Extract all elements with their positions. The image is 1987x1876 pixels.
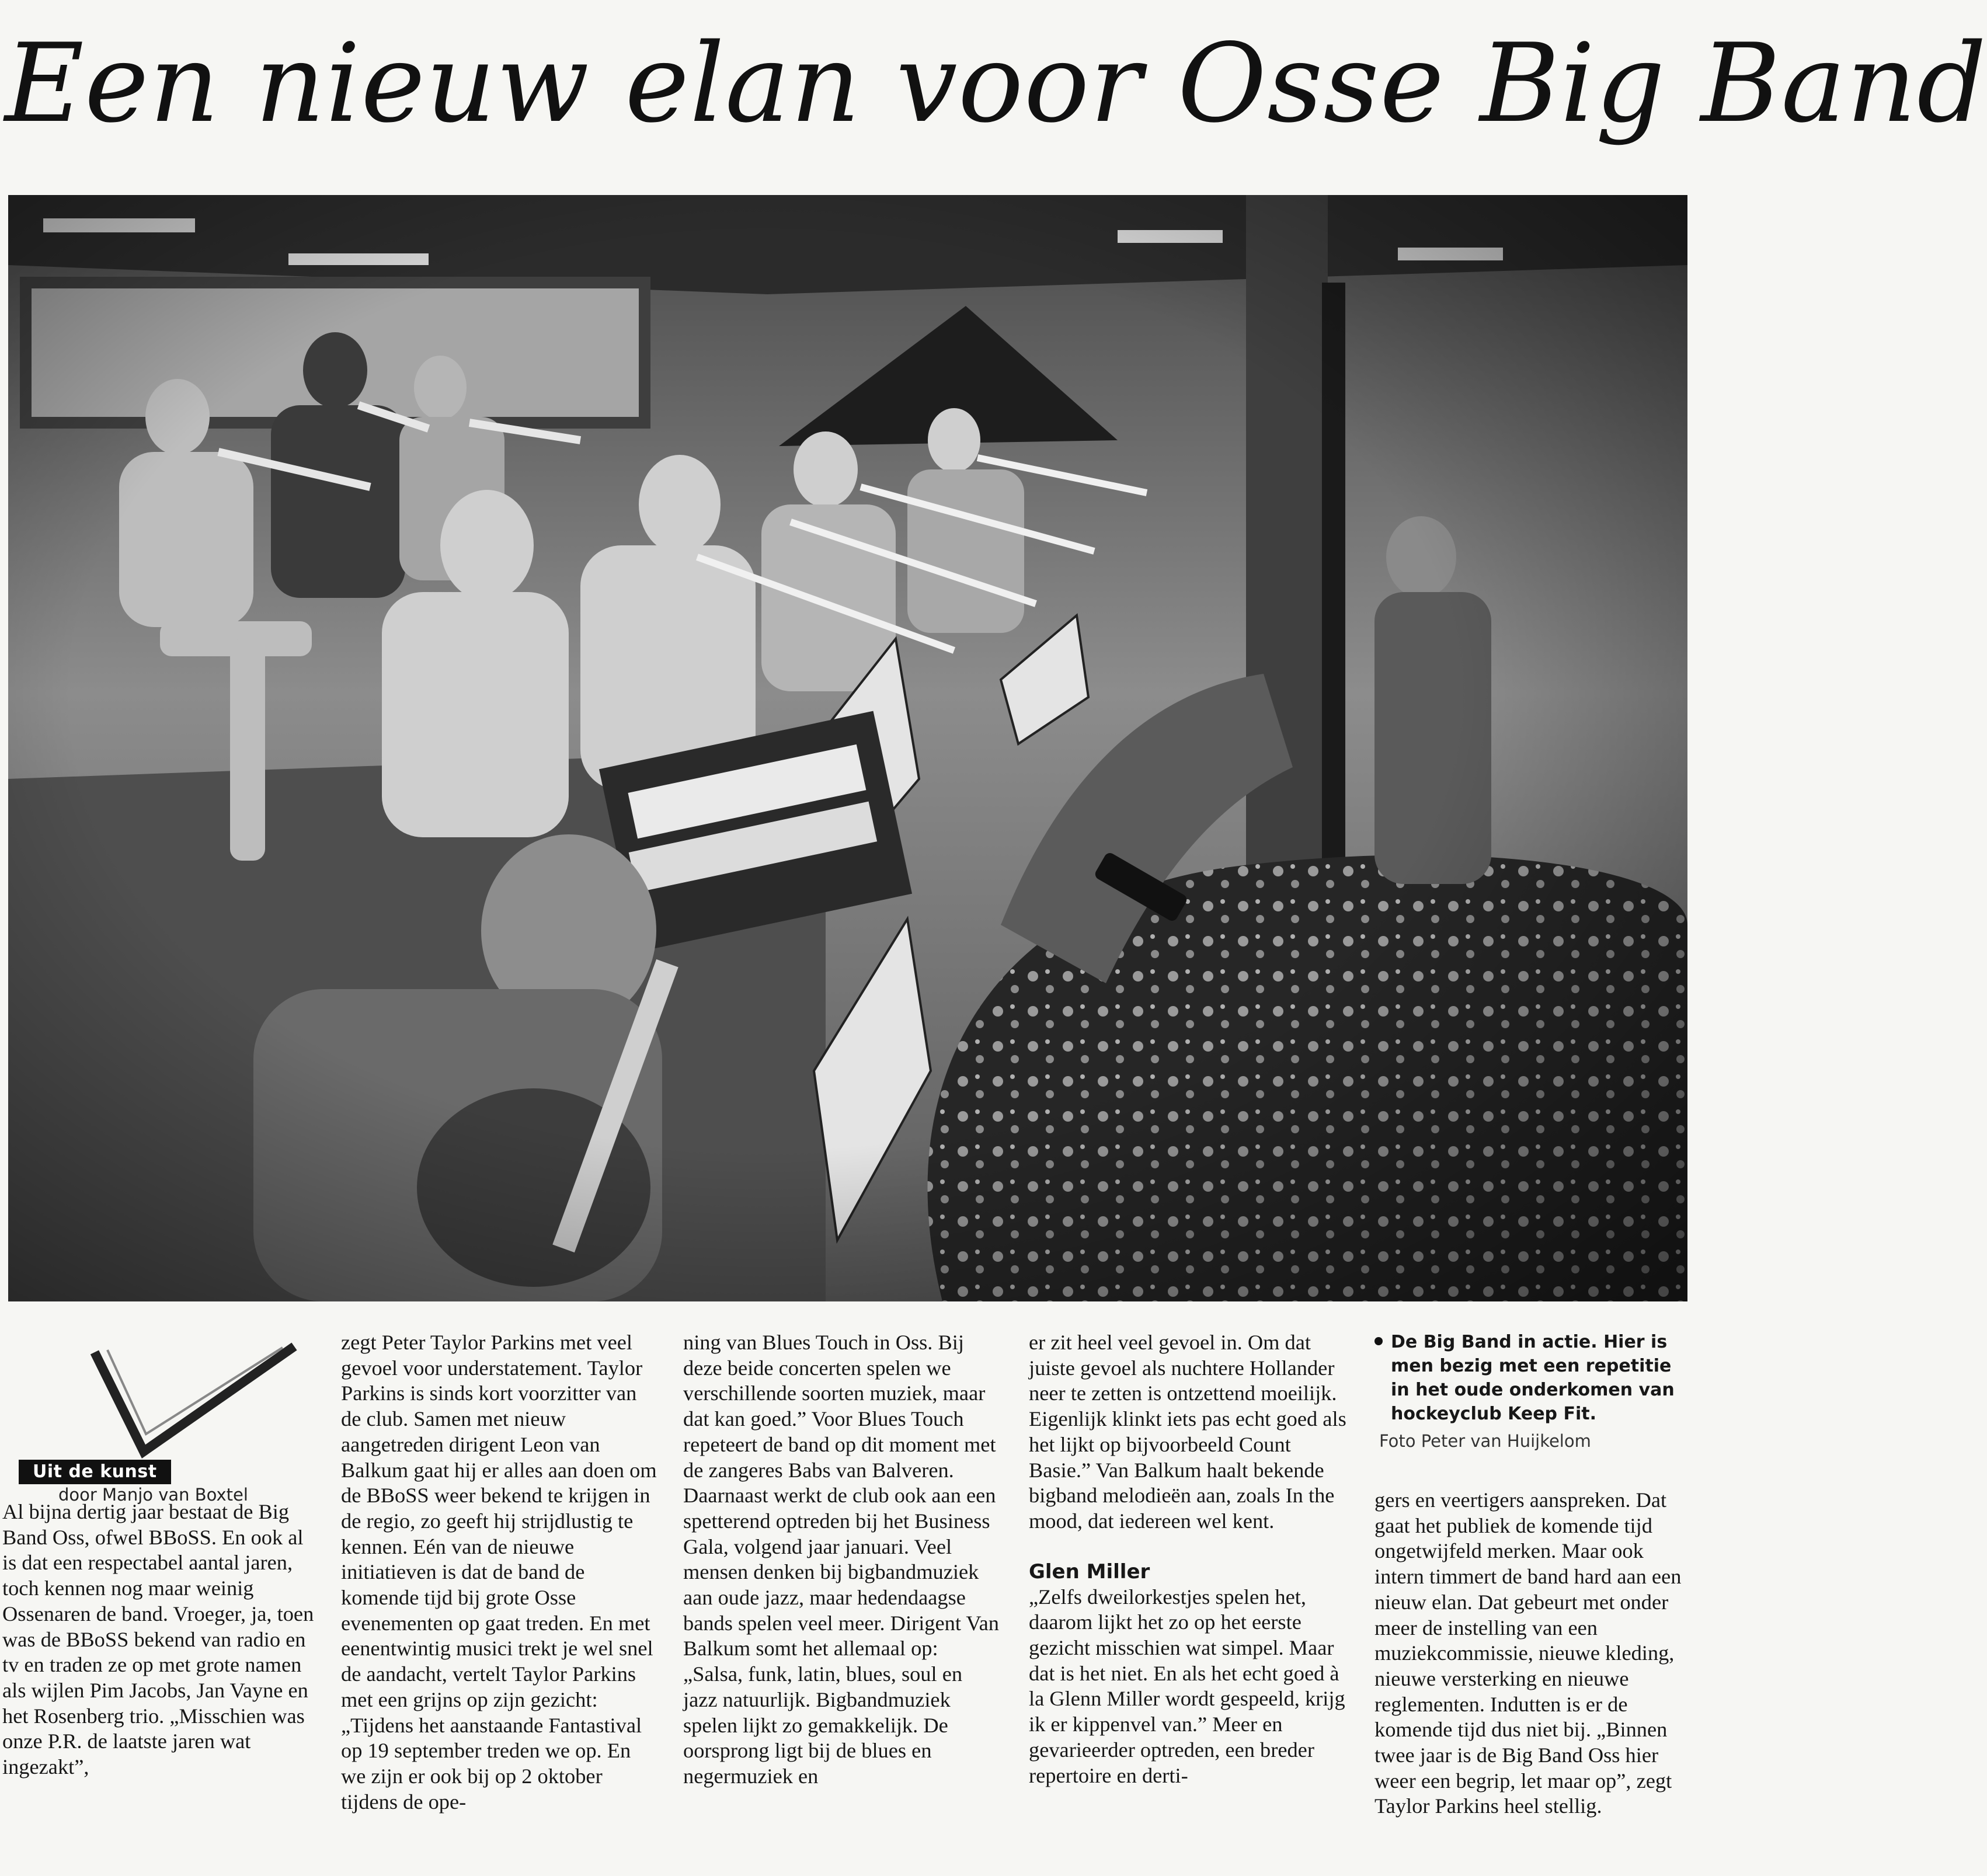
section-label: Uit de kunst [19, 1460, 171, 1484]
kicker-frame-graphic [90, 1341, 300, 1457]
article-text-2: zegt Peter Taylor Parkins met veel gevoel voor understatement. Taylor Parkins is sinds kort voorzitter van de club. Samen met nieuw aangetreden dirigent Leon van Balkum gaat hij er alles aan doen om de BBoSS weer bekend te krijgen in de regio, zo geeft hij strijdlustig te kennen. Eén van de nieuwe initiatieven is dat de band de komende tijd bij grote Osse evenementen op gaat treden. En met eenentwintig musici trekt je wel snel de aandacht, vertelt Taylor Parkins met een grijns op zijn gezicht: „Tijdens het aanstaande Fantastival op 19 september treden we op. En we zijn er ook bij op 2 oktober tijdens de ope- [341, 1331, 657, 1814]
bullet-icon [1374, 1337, 1383, 1345]
byline: door Manjo van Boxtel [58, 1485, 248, 1505]
photo-caption [1374, 1330, 1690, 1426]
text-column-4 [1029, 1330, 1347, 1873]
article-text-4-body: „Zelfs dweilorkestjes spelen het, daarom lijkt het zo op het eerste gezicht misschien wat simpel. Maar dat is het niet. En als het echt goed à la Glenn Miller wordt gespeeld, krijg ik er kippenvel van.” Meer en gevarieerder optreden, een breder repertoire en derti- [1029, 1585, 1345, 1787]
text-column-3 [683, 1330, 1001, 1873]
article-text-4-intro: er zit heel veel gevoel in. Om dat juiste gevoel als nuchtere Hollander neer te zetten is ontzettend moeilijk. Eigenlijk klinkt iets pas echt goed als het lijkt op bijvoorbeeld Count Basie.” Van Balkum haalt bekende bigband melodieën aan, zoals In the mood, dat iedereen wel kent. [1029, 1331, 1346, 1533]
band-rehearsal-image [8, 195, 1687, 1301]
article-text-5: gers en veertigers aanspreken. Dat gaat het publiek de komende tijd ongetwijfeld merken. Maar ook intern timmert de band hard aan een nieuw elan. Dat gebeurt met onder meer de instelling van een muziekcommissie, nieuwe kleding, nieuwe versterking en nieuwe reglementen. Indutten is er de komende tijd dus niet bij. „Binnen twee jaar is de Big Band Oss hier weer een begrip, let maar op”, zegt Taylor Parkins heel stellig. [1374, 1488, 1682, 1818]
text-column-5 [1374, 1330, 1690, 1873]
headline: Een nieuw elan voor Osse Big Band [5, 20, 1987, 147]
article-text-1: Al bijna dertig jaar bestaat de Big Band Oss, ofwel BBoSS. En ook al is dat een respectabel aantal jaren, toch kennen nog maar weinig Ossenaren de band. Vroeger, ja, toen was de BBoSS bekend van radio en tv en traden ze op met grote namen als wijlen Pim Jacobs, Jan Vayne en het Rosenberg trio. „Misschien was onze P.R. de laatste jaren wat ingezakt”, [2, 1500, 314, 1779]
text-column-2 [341, 1330, 659, 1873]
kicker-block [2, 1330, 321, 1505]
photo-credit: Foto Peter van Huijkelom [1379, 1431, 1591, 1451]
text-column-1 [2, 1330, 321, 1873]
subheading: Glen Miller [1029, 1560, 1150, 1583]
band-photo [8, 195, 1687, 1301]
article-text-3: ning van Blues Touch in Oss. Bij deze beide concerten spelen we verschillende soorten muziek, maar dat kan goed.” Voor Blues Touch repeteert de band op dit moment met de zangeres Babs van Balveren. Daarnaast werkt de club ook aan een spetterend optreden bij het Business Gala, volgend jaar januari. Veel mensen denken bij bigbandmuziek aan oude jazz, maar hedendaagse bands spelen veel meer. Dirigent Van Balkum somt het allemaal op: „Salsa, funk, latin, blues, soul en jazz natuurlijk. Bigbandmuziek spelen lijkt zo gemakkelijk. De oorsprong ligt bij de blues en negermuziek en [683, 1331, 999, 1788]
photo-caption-text: De Big Band in actie. Hier is men bezig met een repetitie in het oude onderkomen van hockeyclub Keep Fit. [1391, 1332, 1675, 1424]
